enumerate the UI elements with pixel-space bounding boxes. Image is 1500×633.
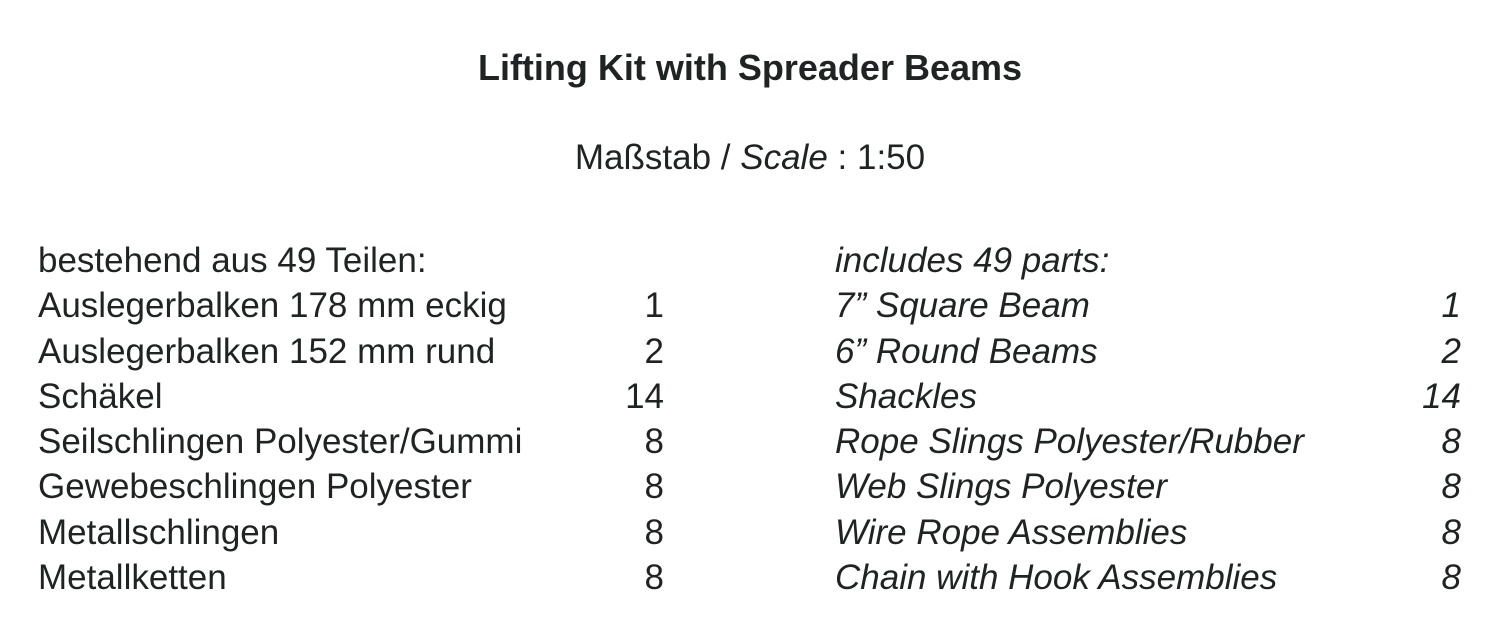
german-parts-list — [38, 238, 664, 600]
part-quantity: 8 — [1441, 558, 1461, 598]
part-quantity: 8 — [1441, 467, 1461, 507]
part-name: Shackles — [835, 376, 978, 416]
scale-line — [0, 134, 1500, 182]
part-name: 7” Square Beam — [835, 286, 1090, 326]
english-part-row — [835, 464, 1461, 509]
part-quantity: 8 — [644, 558, 664, 598]
scale-label-en: Scale — [740, 138, 828, 177]
part-quantity: 2 — [1441, 331, 1461, 371]
german-list-heading: bestehend aus 49 Teilen: — [38, 241, 427, 280]
english-part-row — [835, 510, 1461, 555]
german-part-row — [38, 374, 664, 419]
part-quantity: 14 — [1422, 376, 1461, 416]
part-quantity: 1 — [1441, 286, 1461, 326]
english-parts-list — [835, 238, 1461, 600]
part-name: Metallketten — [38, 558, 227, 598]
part-quantity: 8 — [644, 422, 664, 462]
part-name: Schäkel — [38, 376, 163, 416]
part-quantity: 8 — [644, 467, 664, 507]
english-part-row — [835, 329, 1461, 374]
english-part-row — [835, 555, 1461, 600]
english-part-row — [835, 419, 1461, 464]
scale-separator: / — [720, 138, 731, 177]
part-name: Gewebeschlingen Polyester — [38, 467, 472, 507]
english-part-row — [835, 374, 1461, 419]
german-part-row — [38, 510, 664, 555]
english-list-heading: includes 49 parts: — [835, 241, 1110, 280]
part-quantity: 14 — [625, 376, 664, 416]
german-part-row — [38, 464, 664, 509]
scale-value: : 1:50 — [837, 138, 926, 177]
part-name: Chain with Hook Assemblies — [835, 558, 1278, 598]
part-quantity: 1 — [644, 286, 664, 326]
german-part-row — [38, 329, 664, 374]
part-name: Seilschlingen Polyester/Gummi — [38, 422, 523, 462]
part-name: Web Slings Polyester — [835, 467, 1168, 507]
part-name: Auslegerbalken 178 mm eckig — [38, 286, 507, 326]
part-quantity: 8 — [1441, 422, 1461, 462]
part-name: Auslegerbalken 152 mm rund — [38, 331, 496, 371]
part-name: Wire Rope Assemblies — [835, 512, 1188, 552]
part-quantity: 8 — [1441, 512, 1461, 552]
part-name: Rope Slings Polyester/Rubber — [835, 422, 1304, 462]
german-part-row — [38, 555, 664, 600]
part-name: Metallschlingen — [38, 512, 280, 552]
part-name: 6” Round Beams — [835, 331, 1098, 371]
german-part-row — [38, 283, 664, 328]
page-title: Lifting Kit with Spreader Beams — [477, 47, 1023, 88]
german-part-row — [38, 419, 664, 464]
part-quantity: 2 — [644, 331, 664, 371]
scale-label-de: Maßstab — [574, 138, 712, 177]
part-quantity: 8 — [644, 512, 664, 552]
english-part-row — [835, 283, 1461, 328]
